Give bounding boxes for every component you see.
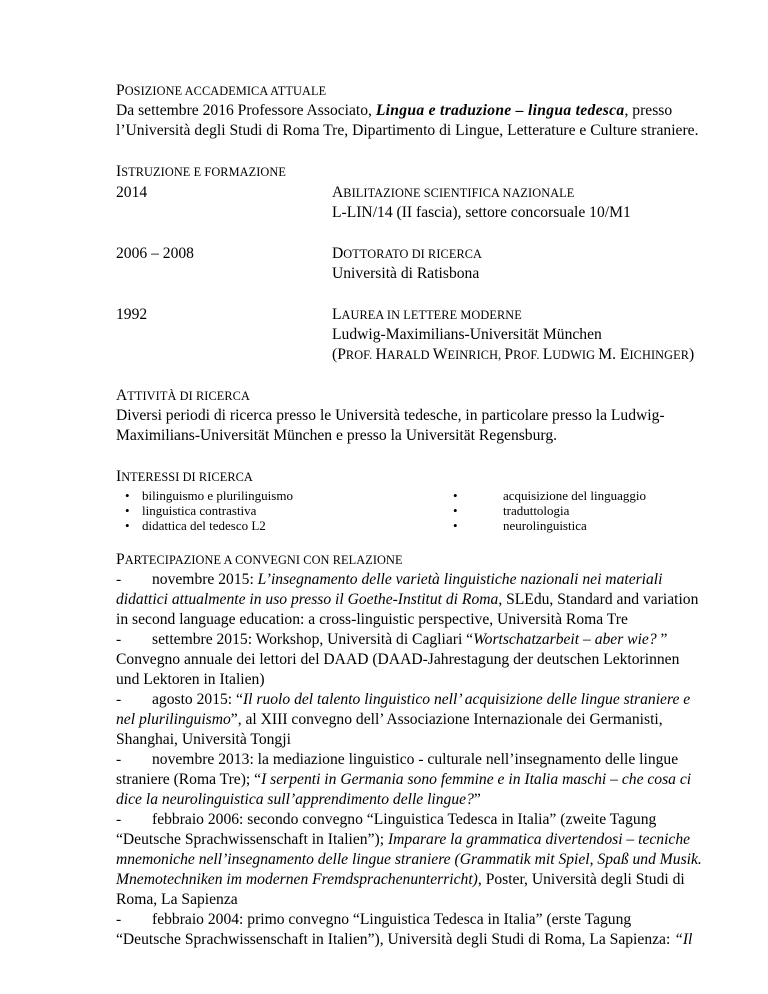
conference-entry-line: - agosto 2015: “Il ruolo del talento linguistico nell’ acquisizione delle lingue straniere e	[116, 691, 691, 708]
bullet-marker: •	[125, 503, 130, 518]
bullet-marker: •	[125, 518, 130, 533]
conference-entry-line: und Lektoren in Italien)	[116, 671, 265, 688]
conference-entry-line: - febbraio 2004: primo convegno “Linguistica Tedesca in Italia” (erste Tagung	[116, 911, 632, 928]
conference-entry-line: - febbraio 2006: secondo convegno “Linguistica Tedesca in Italia” (zweite Tagung	[116, 811, 657, 828]
bullet-marker: •	[453, 503, 458, 518]
interest-item: traduttologia	[503, 503, 570, 518]
attivita-line-1: Diversi periodi di ricerca presso le Università tedesche, in particolare presso la Ludwig-	[116, 407, 665, 424]
entry-detail: L-LIN/14 (II fascia), settore concorsuale 10/M1	[332, 204, 631, 221]
conference-entry-line: in second language education: a cross-linguistic perspective, Università Roma Tre	[116, 611, 628, 628]
conference-entry-line: Roma, La Sapienza	[116, 891, 238, 908]
entry-detail: Università di Ratisbona	[332, 265, 480, 282]
interest-item: bilinguismo e plurilinguismo	[142, 488, 293, 503]
section-heading-posizione: POSIZIONE ACCADEMICA ATTUALE	[116, 82, 327, 99]
interest-item: neurolinguistica	[503, 518, 587, 533]
conference-entry-line: straniere (Roma Tre); “I serpenti in Germania sono femmine e in Italia maschi – che cosa ci	[116, 771, 692, 788]
conference-entry-line: didattici attualmente in uso presso il Goethe-Institut di Roma, SLEdu, Standard and variation	[116, 591, 699, 608]
entry-title: ABILITAZIONE SCIENTIFICA NAZIONALE	[332, 184, 575, 201]
conference-entry-line: “Deutsche Sprachwissenschaft in Italien”); Imparare la grammatica divertendosi – tecniche	[116, 831, 691, 848]
entry-year: 1992	[116, 306, 148, 323]
course-title: Lingua e traduzione – lingua tedesca	[375, 102, 625, 119]
entry-year: 2014	[116, 184, 148, 201]
conference-entry-line: - novembre 2015: L’insegnamento delle varietà linguistiche nazionali nei materiali	[116, 571, 663, 588]
entry-title: LAUREA IN LETTERE MODERNE	[332, 306, 522, 323]
section-heading-convegni: PARTECIPAZIONE A CONVEGNI CON RELAZIONE	[116, 551, 403, 568]
interest-item: didattica del tedesco L2	[142, 518, 266, 533]
section-heading-interessi: INTERESSI DI RICERCA	[116, 468, 253, 485]
conference-entry-line: Mnemotechniken im modernen Fremdsprachenunterricht), Poster, Università degli Studi di	[116, 871, 685, 888]
entry-detail: Ludwig-Maximilians-Universität München	[332, 326, 602, 343]
interest-item: acquisizione del linguaggio	[503, 488, 646, 503]
conference-entry-line: - novembre 2013: la mediazione linguistico - culturale nell’insegnamento delle lingue	[116, 751, 679, 768]
section-heading-attivita: ATTIVITÀ DI RICERCA	[116, 387, 250, 404]
entry-year: 2006 – 2008	[116, 245, 194, 262]
posizione-line-2: l’Università degli Studi di Roma Tre, Dipartimento di Lingue, Letterature e Culture straniere.	[116, 122, 699, 139]
interest-item: linguistica contrastiva	[142, 503, 257, 518]
entry-professors: (PROF. HARALD WEINRICH, PROF. LUDWIG M. EICHINGER)	[332, 346, 695, 363]
section-heading-istruzione: ISTRUZIONE E FORMAZIONE	[116, 163, 286, 180]
conference-entry-line: dice la neurolinguistica sull’apprendimento delle lingue?”	[116, 791, 481, 808]
bullet-marker: •	[453, 518, 458, 533]
bullet-marker: •	[453, 488, 458, 503]
conference-entry-line: “Deutsche Sprachwissenschaft in Italien”), Università degli Studi di Roma, La Sapienza: “Il	[116, 931, 693, 948]
bullet-marker: •	[125, 488, 130, 503]
conference-entry-line: mnemoniche nell’insegnamento delle lingue straniere (Grammatik mit Spiel, Spaß und Musik.	[116, 851, 702, 868]
conference-entry-line: - settembre 2015: Workshop, Università di Cagliari “Wortschatzarbeit – aber wie? ”	[116, 631, 668, 648]
conference-entry-line: Shanghai, Università Tongji	[116, 731, 291, 748]
conference-entry-line: nel plurilinguismo”, al XIII convegno dell’ Associazione Internazionale dei Germanisti,	[116, 711, 663, 728]
conference-entry-line: Convegno annuale dei lettori del DAAD (DAAD-Jahrestagung der deutschen Lektorinnen	[116, 651, 680, 668]
posizione-line-1: Da settembre 2016 Professore Associato, Lingua e traduzione – lingua tedesca, presso	[116, 102, 673, 119]
entry-title: DOTTORATO DI RICERCA	[332, 245, 483, 262]
attivita-line-2: Maximilians-Universität München e presso la Universität Regensburg.	[116, 427, 558, 444]
